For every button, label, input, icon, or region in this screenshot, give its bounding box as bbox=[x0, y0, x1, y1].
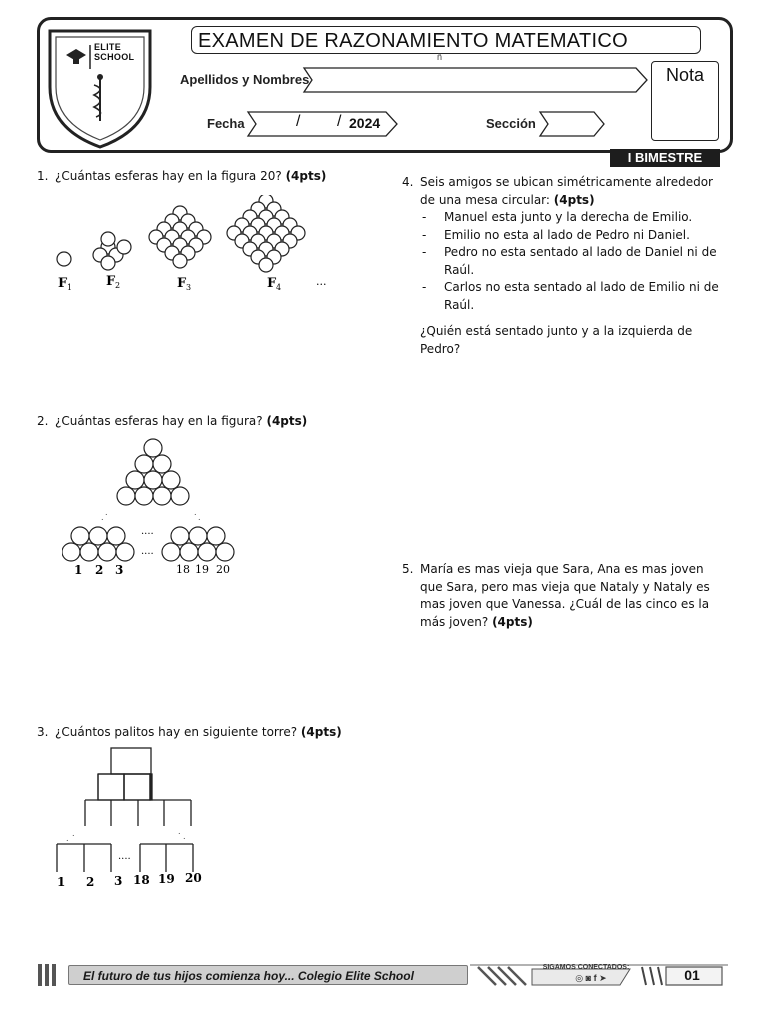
bottom-label: 19 bbox=[195, 563, 209, 576]
social-icons bbox=[556, 973, 626, 984]
page-number: 01 bbox=[684, 967, 700, 983]
bottom-label: 20 bbox=[216, 563, 230, 576]
figure-sphere-sequence bbox=[50, 195, 350, 295]
svg-text:.: . bbox=[105, 508, 108, 517]
question-4 bbox=[402, 174, 722, 358]
bottom-label: 3 bbox=[115, 563, 124, 577]
figure-subscript: 3 bbox=[186, 283, 192, 292]
svg-text:.: . bbox=[66, 834, 69, 843]
svg-text:.: . bbox=[194, 508, 197, 517]
question-text: ¿Cuántas esferas hay en la figura 20? bbox=[55, 169, 286, 183]
question-3 bbox=[37, 724, 367, 742]
bottom-label: 2 bbox=[95, 563, 104, 577]
question-1 bbox=[37, 168, 367, 186]
title-mark: ñ bbox=[437, 52, 443, 62]
bottom-label: 1 bbox=[57, 875, 66, 889]
svg-text:.: . bbox=[72, 829, 75, 838]
bottom-label: 19 bbox=[158, 872, 175, 886]
svg-text:.: . bbox=[198, 513, 201, 522]
period-badge: I BIMESTRE bbox=[610, 149, 720, 167]
figure-ellipsis: .... bbox=[118, 851, 131, 862]
bottom-label: 3 bbox=[114, 874, 123, 888]
section-input[interactable] bbox=[538, 110, 608, 138]
social-label: SIGAMOS CONECTADOS: bbox=[542, 964, 630, 971]
question-points: (4pts) bbox=[492, 614, 533, 629]
svg-text:.: . bbox=[183, 832, 186, 841]
question-text: Seis amigos se ubican simétricamente alrededor de una mesa circular: bbox=[420, 175, 713, 207]
figure-stick-tower bbox=[48, 746, 218, 892]
list-item: - Carlos no esta sentado al lado de Emilio ni de Raúl. bbox=[420, 279, 722, 314]
clue-list bbox=[420, 209, 722, 314]
list-item: - Manuel esta junto y la derecha de Emilio. bbox=[420, 209, 722, 227]
figure-sphere-triangle bbox=[62, 436, 242, 578]
figure-label: F bbox=[267, 276, 277, 291]
footer-slogan: El futuro de tus hijos comienza hoy... Colegio Elite School bbox=[68, 965, 468, 985]
name-label: Apellidos y Nombres bbox=[180, 72, 310, 87]
question-points: (4pts) bbox=[300, 725, 342, 739]
list-item: - Emilio no esta al lado de Pedro ni Daniel. bbox=[420, 227, 722, 245]
figure-subscript: 4 bbox=[276, 283, 282, 292]
question-text: ¿Cuántas esferas hay en la figura? bbox=[55, 414, 267, 428]
svg-text:.: . bbox=[178, 827, 181, 836]
figure-ellipsis: .... bbox=[141, 526, 154, 537]
figure-ellipsis: .... bbox=[141, 546, 154, 557]
whatsapp-icon[interactable]: ◎ bbox=[575, 973, 584, 983]
question-number: 5. bbox=[402, 562, 414, 576]
question-2 bbox=[37, 413, 367, 431]
figure-subscript: 2 bbox=[115, 281, 121, 290]
question-points: (4pts) bbox=[266, 414, 308, 428]
date-separator-2: / bbox=[337, 113, 342, 130]
question-number: 4. bbox=[402, 175, 414, 189]
figure-label: F bbox=[58, 276, 68, 291]
question-number: 3. bbox=[37, 725, 49, 739]
bottom-label: 2 bbox=[86, 875, 95, 889]
question-text: ¿Cuántos palitos hay en siguiente torre? bbox=[55, 725, 301, 739]
figure-subscript: 1 bbox=[67, 283, 73, 292]
question-points: (4pts) bbox=[553, 192, 595, 207]
bottom-label: 20 bbox=[185, 871, 202, 885]
date-separator-1: / bbox=[296, 113, 301, 130]
list-item: - Pedro no esta sentado al lado de Daniel ni de Raúl. bbox=[420, 244, 722, 279]
facebook-icon[interactable]: f bbox=[593, 973, 597, 983]
question-points: (4pts) bbox=[285, 169, 327, 183]
footer-stripes bbox=[37, 963, 59, 987]
svg-text:.: . bbox=[101, 513, 104, 522]
question-number: 2. bbox=[37, 414, 49, 428]
exam-title: EXAMEN DE RAZONAMIENTO MATEMATICO bbox=[191, 26, 701, 54]
instagram-icon[interactable]: ◙ bbox=[585, 973, 592, 983]
bottom-label: 18 bbox=[176, 563, 190, 576]
date-label: Fecha bbox=[207, 116, 245, 131]
grade-box bbox=[651, 61, 719, 141]
telegram-icon[interactable]: ➤ bbox=[599, 973, 607, 983]
figure-label: F bbox=[106, 274, 116, 289]
logo-text: ELITE SCHOOL bbox=[94, 42, 135, 62]
section-label: Sección bbox=[486, 116, 536, 131]
question-5 bbox=[402, 561, 722, 631]
figure-ellipsis: ... bbox=[316, 275, 327, 288]
question-number: 1. bbox=[37, 169, 49, 183]
date-year: 2024 bbox=[349, 115, 381, 131]
name-input[interactable] bbox=[302, 66, 650, 94]
question-prompt: ¿Quién está sentado junto y a la izquierda de Pedro? bbox=[420, 324, 693, 356]
grade-label: Nota bbox=[665, 65, 705, 85]
bottom-label: 1 bbox=[74, 563, 83, 577]
figure-label: F bbox=[177, 276, 187, 291]
question-text: María es mas vieja que Sara, Ana es mas joven que Sara, pero mas vieja que Nataly y Nataly es mas joven que Vanessa. ¿Cuál de las cinco es la más joven? bbox=[420, 562, 710, 629]
bottom-label: 18 bbox=[133, 873, 150, 887]
